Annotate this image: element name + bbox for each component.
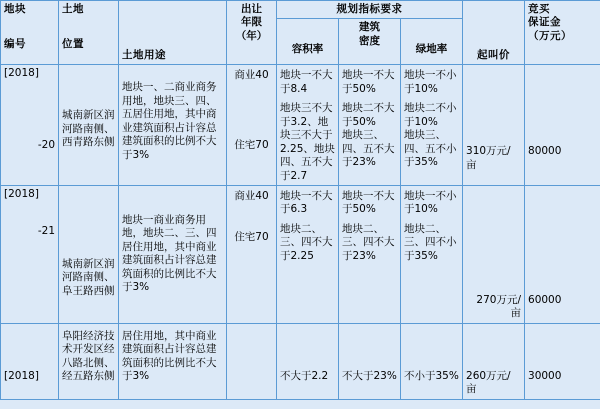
- far-text-a: 地块一不大于6.3: [280, 189, 333, 216]
- far-text-b: 地块三不大于3.2、地块三不大于2.25、地块四、五不大于2.7: [280, 102, 335, 182]
- cell-land-use: [119, 323, 227, 399]
- far-text-a: 不大于2.2: [280, 369, 329, 382]
- header-land-location-line1: 土地: [62, 3, 84, 15]
- header-planning-requirements-label: 规划指标要求: [336, 3, 403, 15]
- cell-transfer-years: [227, 65, 277, 186]
- cell-land-use: [119, 185, 227, 323]
- header-planning-requirements: [277, 1, 463, 19]
- green-text-b: 地块二、三、四不小于35%: [404, 222, 457, 262]
- header-land-location: [59, 1, 119, 65]
- cell-land-location: [59, 185, 119, 323]
- header-row-1: [1, 1, 600, 19]
- land-use-text: 地块一商业商务用地，地块二、三、四居住用地，其中商业建筑面积占计容总建筑面积的比例比不大于3%: [122, 213, 217, 294]
- header-green-label: 绿地率: [415, 43, 448, 56]
- density-text-a: 地块一不大于50%: [342, 69, 395, 95]
- cell-parcel-no: [1, 65, 59, 186]
- header-deposit: [525, 1, 600, 65]
- header-transfer-years-line3: （年）: [235, 29, 268, 42]
- header-land-use-label: 土地用途: [122, 49, 166, 61]
- transfer-years-commercial: 商业40: [234, 69, 269, 82]
- parcel-no-top: [2018]: [4, 187, 39, 200]
- header-density-line1: 建筑: [359, 21, 380, 34]
- parcel-no-top: [2018]: [4, 369, 39, 382]
- cell-density: [339, 185, 401, 323]
- green-text-b: 地块二不小于10%: [404, 102, 457, 128]
- table-row: [1, 323, 600, 399]
- table-row: [1, 65, 600, 186]
- cell-land-location: [59, 323, 119, 399]
- transfer-years-commercial: 商业40: [234, 189, 269, 202]
- start-price-text: 310万元/亩: [466, 145, 511, 171]
- far-text-b: 地块二、三、四不大于2.25: [280, 222, 333, 262]
- green-text-c: 地块三、四、五不小于35%: [404, 129, 457, 169]
- deposit-text: 80000: [528, 145, 562, 158]
- land-use-text: 居住用地，其中商业建筑面积占计容总建筑面积的比例比不大于3%: [122, 329, 217, 383]
- header-land-location-line2: 位置: [62, 38, 84, 51]
- header-deposit-line2: 保证金: [528, 16, 562, 29]
- deposit-text: 60000: [528, 293, 562, 306]
- cell-far: [277, 185, 339, 323]
- deposit-text: 30000: [528, 369, 562, 382]
- header-green-ratio: [401, 19, 463, 65]
- cell-parcel-no: [1, 323, 59, 399]
- density-text-c: 地块三、四、五不大于23%: [342, 129, 395, 169]
- density-text-b: 地块二不大于50%: [342, 102, 395, 128]
- header-land-use: [119, 1, 227, 65]
- header-start-price-label: 起叫价: [477, 49, 511, 61]
- cell-parcel-no: [1, 185, 59, 323]
- cell-deposit: [525, 65, 600, 186]
- header-deposit-line3: （万元）: [528, 29, 573, 42]
- cell-far: [277, 323, 339, 399]
- header-density-line2: 密度: [359, 34, 380, 47]
- cell-green: [401, 65, 463, 186]
- density-text-a: 不大于23%: [342, 369, 397, 382]
- parcel-no-top: [2018]: [4, 67, 39, 80]
- header-parcel-no: [1, 1, 59, 65]
- header-transfer-years: [227, 1, 277, 65]
- cell-density: [339, 65, 401, 186]
- header-start-price: [463, 1, 525, 65]
- cell-green: [401, 323, 463, 399]
- table-row: [1, 185, 600, 323]
- start-price-text: 270万元/亩: [476, 293, 522, 320]
- header-far-label: 容积率: [291, 43, 324, 56]
- cell-green: [401, 185, 463, 323]
- header-parcel-no-line1: 地块: [4, 3, 26, 15]
- cell-transfer-years: [227, 185, 277, 323]
- cell-transfer-years: [227, 323, 277, 399]
- header-parcel-no-line2: 编号: [4, 38, 26, 51]
- far-text-a: 地块一不大于8.4: [280, 69, 333, 95]
- green-text-a: 地块一不小于10%: [404, 189, 457, 216]
- density-text-b: 地块二、三、四不大于23%: [342, 222, 395, 262]
- land-location-text: 城南新区润河路南侧、西青路东侧: [62, 109, 115, 149]
- parcel-no-bottom: -21: [37, 225, 55, 238]
- cell-density: [339, 323, 401, 399]
- header-far: [277, 19, 339, 65]
- cell-start-price: [463, 185, 525, 323]
- cell-far: [277, 65, 339, 186]
- land-location-text: 城南新区润河路南侧、阜王路西侧: [62, 257, 115, 297]
- land-use-text: 地块一、二商业商务用地，地块三、四、五居住用地，其中商业建筑面积占计容总建筑面积的比例不大于3%: [122, 81, 217, 161]
- cell-deposit: [525, 323, 600, 399]
- green-text-a: 地块一不小于10%: [404, 69, 457, 95]
- density-text-a: 地块一不大于50%: [342, 189, 395, 216]
- cell-deposit: [525, 185, 600, 323]
- start-price-text: 260万元/亩: [466, 369, 511, 396]
- header-deposit-line1: 竞买: [528, 3, 551, 15]
- parcel-no-bottom: -20: [37, 138, 55, 151]
- cell-start-price: [463, 65, 525, 186]
- cell-land-use: [119, 65, 227, 186]
- green-text-a: 不小于35%: [404, 369, 459, 382]
- cell-start-price: [463, 323, 525, 399]
- transfer-years-residential: 住宅70: [234, 138, 269, 151]
- land-location-text: 阜阳经济技术开发区经八路北侧、经五路东侧: [62, 329, 115, 383]
- transfer-years-residential: 住宅70: [234, 231, 269, 244]
- cell-land-location: [59, 65, 119, 186]
- header-building-density: [339, 19, 401, 65]
- header-transfer-years-line1: 出让: [241, 3, 262, 15]
- header-transfer-years-line2: 年限: [241, 16, 262, 29]
